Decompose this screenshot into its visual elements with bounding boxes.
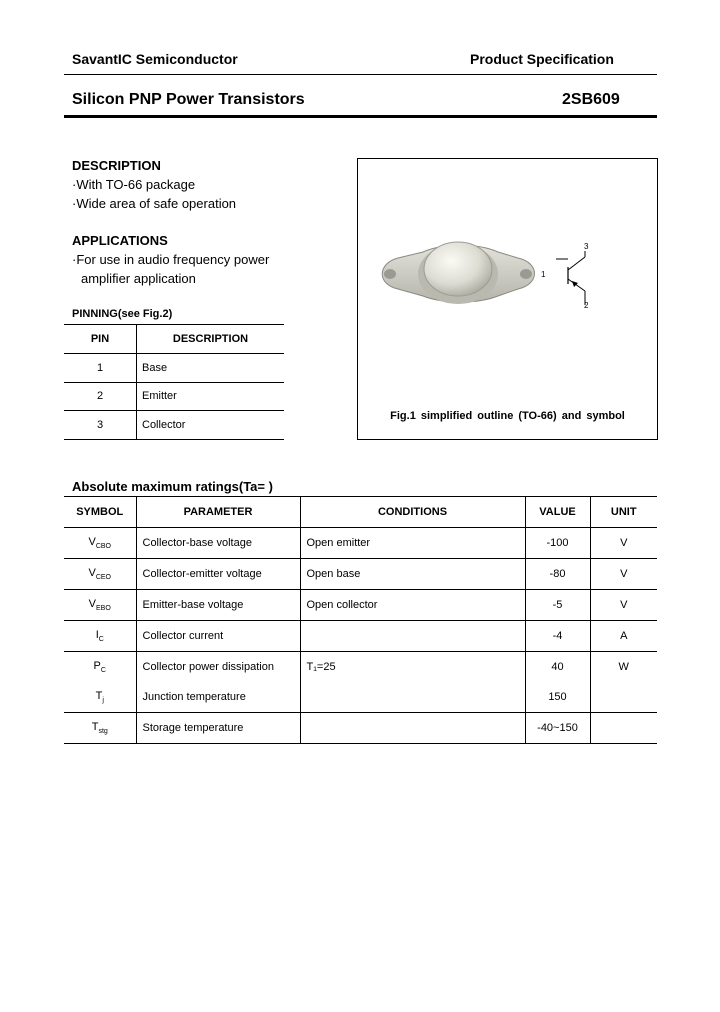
header-rule-top [64, 74, 657, 75]
figure-box [357, 158, 658, 440]
parameter-cell: Storage temperature [136, 713, 300, 744]
symbol-cell: $T_{stg}$ [64, 713, 136, 744]
parameter-cell: Collector-emitter voltage [136, 559, 300, 590]
unit-cell: A [590, 621, 657, 652]
pinning-rule [64, 382, 284, 383]
conditions-cell [300, 682, 525, 713]
value-cell: -100 [525, 528, 590, 559]
pinning-rule [64, 324, 284, 325]
parameter-cell: Junction temperature [136, 682, 300, 713]
parameter-cell: Collector-base voltage [136, 528, 300, 559]
parameter-cell: Collector current [136, 621, 300, 652]
conditions-cell [300, 713, 525, 744]
ratings-header-row [64, 497, 657, 528]
value-cell: 150 [525, 682, 590, 713]
description-item: ·With TO-66 package [72, 177, 196, 192]
description-title: DESCRIPTION [72, 158, 161, 173]
symbol-label-base: 1 [541, 270, 546, 279]
table-row [64, 559, 657, 590]
table-row [64, 652, 657, 683]
pinning-pin-number: 2 [96, 390, 104, 402]
pinning-pin-number: 3 [96, 419, 104, 431]
header-unit: UNIT [590, 497, 657, 528]
symbol-label-collector: 3 [584, 242, 589, 251]
symbol-cell: $I_C$ [64, 621, 136, 652]
value-cell: -80 [525, 559, 590, 590]
table-row [64, 682, 657, 713]
symbol-label-emitter: 2 [584, 301, 589, 310]
applications-line: amplifier application [81, 271, 196, 286]
pinning-rule [64, 439, 284, 440]
applications-title: APPLICATIONS [72, 233, 168, 248]
applications-line: ·For use in audio frequency power [72, 252, 270, 267]
pinning-rule [64, 410, 284, 411]
header-symbol: SYMBOL [64, 497, 136, 528]
header-conditions: CONDITIONS [300, 497, 525, 528]
parameter-cell: Collector power dissipation [136, 652, 300, 683]
conditions-cell: Open emitter [300, 528, 525, 559]
doc-type: Product Specification [470, 51, 614, 67]
symbol-cell: $V_{EBO}$ [64, 590, 136, 621]
table-row [64, 621, 657, 652]
value-cell: -40~150 [525, 713, 590, 744]
pinning-pin-number: 1 [96, 362, 104, 374]
pinning-header-pin: PIN [90, 333, 110, 345]
pinning-pin-description: Collector [142, 419, 186, 431]
pinning-header-description: DESCRIPTION [172, 333, 249, 345]
conditions-cell: Open collector [300, 590, 525, 621]
table-row [64, 590, 657, 621]
description-item: ·Wide area of safe operation [72, 196, 237, 211]
pinning-title: PINNING(see Fig.2) [72, 308, 173, 320]
unit-cell: V [590, 590, 657, 621]
symbol-cell: $T_j$ [64, 682, 136, 713]
value-cell: -4 [525, 621, 590, 652]
table-row [64, 528, 657, 559]
unit-cell [590, 682, 657, 713]
unit-cell [590, 713, 657, 744]
header-value: VALUE [525, 497, 590, 528]
header-rule-bottom [64, 115, 657, 118]
figure-caption: Fig.1 simplified outline (TO-66) and symbol [390, 410, 625, 422]
conditions-cell [300, 621, 525, 652]
part-number: 2SB609 [562, 91, 620, 108]
product-line-title: Silicon PNP Power Transistors [72, 91, 305, 108]
unit-cell: V [590, 528, 657, 559]
value-cell: -5 [525, 590, 590, 621]
conditions-cell: Open base [300, 559, 525, 590]
symbol-cell: $V_{CEO}$ [64, 559, 136, 590]
pnp-transistor-symbol [358, 159, 657, 439]
pinning-rule [64, 353, 284, 354]
header-parameter: PARAMETER [136, 497, 300, 528]
company-name: SavantIC Semiconductor [72, 51, 238, 67]
table-row [64, 713, 657, 744]
conditions-cell: T₁=25 [300, 652, 525, 683]
parameter-cell: Emitter-base voltage [136, 590, 300, 621]
unit-cell: V [590, 559, 657, 590]
unit-cell: W [590, 652, 657, 683]
ratings-table [64, 496, 657, 744]
symbol-cell: $V_{CBO}$ [64, 528, 136, 559]
ratings-title: Absolute maximum ratings(Ta= ) [72, 479, 273, 494]
pinning-pin-description: Base [142, 362, 168, 374]
value-cell: 40 [525, 652, 590, 683]
symbol-cell: $P_C$ [64, 652, 136, 683]
pinning-pin-description: Emitter [142, 390, 177, 402]
